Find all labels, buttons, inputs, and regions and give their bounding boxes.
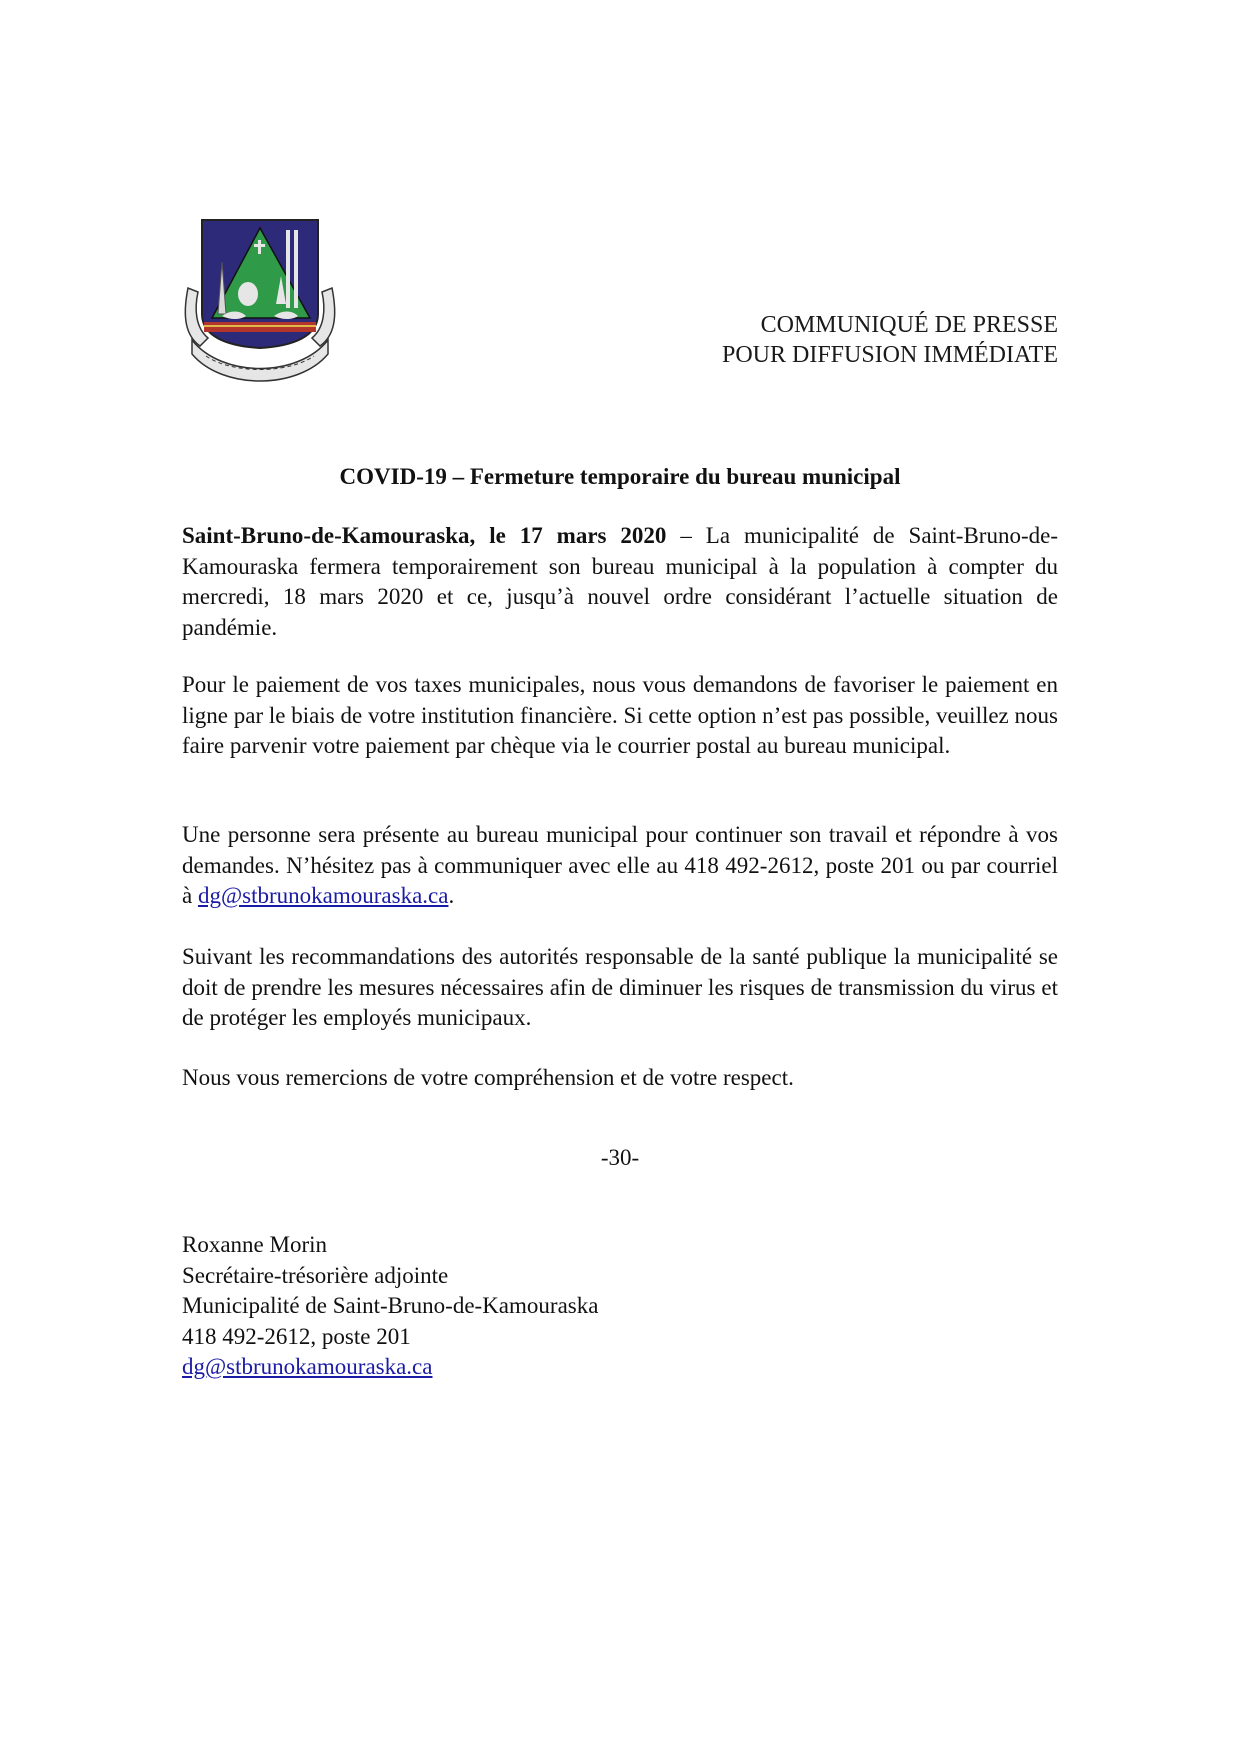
document-title: COVID-19 – Fermeture temporaire du bureau municipal	[339, 464, 901, 489]
signature-role: Secrétaire-trésorière adjointe	[182, 1262, 449, 1288]
paragraph-contact-text: Une personne sera présente au bureau municipal pour continuer son travail et répondre à vos demandes. N’hésitez pas à communiquer avec elle au 418 492-2612, poste 201 ou par courriel à	[182, 822, 1058, 908]
paragraph-thanks: Nous vous remercions de votre compréhension et de votre respect.	[182, 1065, 794, 1090]
municipal-crest-logo	[182, 218, 338, 383]
paragraph-intro-text: – La municipalité de Saint-Bruno-de-Kamouraska fermera temporairement son bureau municipal à la population à compter du mercredi, 18 mars 2020 et ce, jusqu’à nouvel ordre considérant l’actuelle situation de pandémie.	[182, 523, 1058, 640]
paragraph-payment: Pour le paiement de vos taxes municipales, nous vous demandons de favoriser le paiement en ligne par le biais de votre institution financière. Si cette option n’est pas possible, veuillez nous faire parvenir votre paiement par chèque via le courrier postal au bureau municipal.	[182, 672, 1058, 758]
signature-block	[182, 1230, 598, 1383]
signature-phone: 418 492-2612, poste 201	[182, 1323, 411, 1349]
header-line-1: COMMUNIQUÉ DE PRESSE	[760, 312, 1058, 338]
dateline: Saint-Bruno-de-Kamouraska, le 17 mars 2020	[182, 523, 667, 548]
paragraph-intro	[182, 521, 1058, 643]
header-line-2: POUR DIFFUSION IMMÉDIATE	[721, 342, 1058, 368]
paragraph-contact	[182, 820, 1058, 912]
signature-name: Roxanne Morin	[182, 1232, 328, 1257]
contact-email-link[interactable]: dg@stbrunokamouraska.ca	[197, 883, 449, 908]
paragraph-contact-end: .	[448, 883, 455, 908]
end-mark: -30-	[600, 1145, 640, 1170]
signature-organization: Municipalité de Saint-Bruno-de-Kamouraska	[182, 1293, 599, 1318]
press-release-header	[722, 310, 1058, 370]
signature-email-link[interactable]: dg@stbrunokamouraska.ca	[182, 1354, 433, 1379]
paragraph-health: Suivant les recommandations des autorités responsable de la santé publique la municipalité se doit de prendre les mesures nécessaires afin de diminuer les risques de transmission du virus et de protéger les employés municipaux.	[182, 944, 1058, 1030]
